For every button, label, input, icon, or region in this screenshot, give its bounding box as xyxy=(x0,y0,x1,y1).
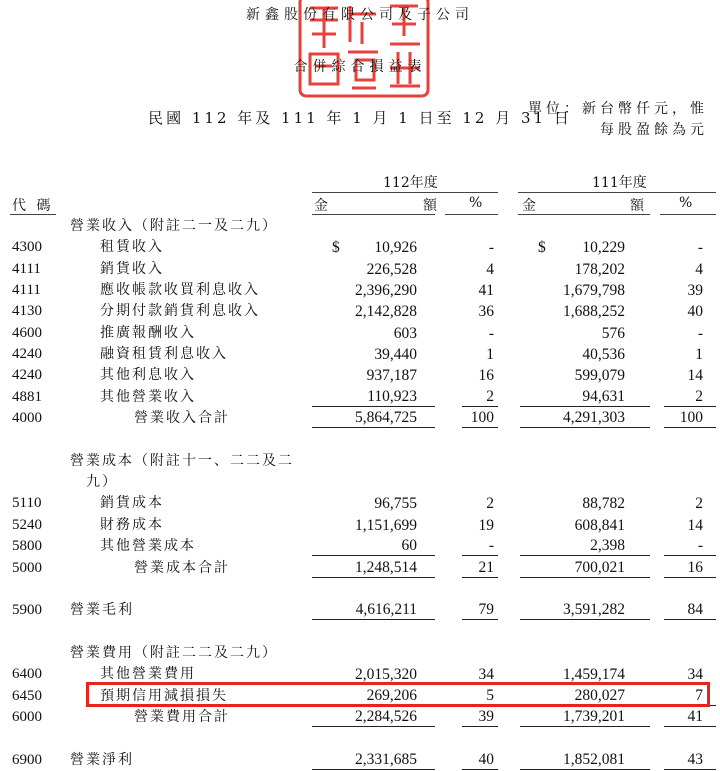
amount-value: 2,331,685 xyxy=(312,750,435,770)
percent-value: 39 xyxy=(462,707,498,727)
divider xyxy=(312,192,498,193)
percent-value: 4 xyxy=(695,260,703,278)
amount-value: 5,864,725 xyxy=(312,408,435,428)
account-label: 銷貨收入 xyxy=(100,260,164,277)
account-code: 5110 xyxy=(12,495,42,512)
account-code: 6400 xyxy=(12,666,42,683)
account-label: 租賃收入 xyxy=(100,239,164,256)
account-code: 4240 xyxy=(12,367,42,384)
account-code: 6000 xyxy=(12,708,42,725)
percent-value: 36 xyxy=(478,303,494,321)
table-row xyxy=(0,237,720,258)
table-row xyxy=(0,365,720,386)
account-code: 4881 xyxy=(12,388,42,405)
account-label: 營業淨利 xyxy=(70,751,134,768)
amount-value: 226,528 xyxy=(366,260,417,278)
amount-value: 2,398 xyxy=(520,536,650,556)
amount-value: 4,291,303 xyxy=(520,408,650,428)
company-name: 新鑫股份有限公司及子公司 xyxy=(246,7,474,23)
amount-value: 96,755 xyxy=(374,495,417,513)
account-label: 營業費用合計 xyxy=(134,708,230,725)
amount-value: 4,616,211 xyxy=(312,600,435,620)
percent-value: - xyxy=(697,239,703,257)
divider xyxy=(518,214,650,215)
percent-value: 84 xyxy=(664,600,716,620)
dollar-sign: $ xyxy=(332,239,340,257)
pct-header-2: % xyxy=(679,195,693,211)
percent-value: 19 xyxy=(478,516,494,534)
percent-value: 2 xyxy=(462,387,498,407)
blank-row xyxy=(0,728,720,749)
amount-value: 88,782 xyxy=(582,495,625,513)
account-label: 融資租賃利息收入 xyxy=(100,346,228,363)
amount-value: 10,229 xyxy=(582,239,625,257)
percent-value: 2 xyxy=(695,495,703,513)
percent-value: 14 xyxy=(687,367,703,385)
table-row xyxy=(0,259,720,280)
amount-value: 1,679,798 xyxy=(563,282,625,300)
table-row xyxy=(0,387,720,408)
amount-value: 1,459,174 xyxy=(563,666,625,684)
amount-value: 39,440 xyxy=(374,346,417,364)
amount-value: 1,248,514 xyxy=(312,558,435,578)
section-heading xyxy=(0,472,720,493)
percent-value: 2 xyxy=(664,387,716,407)
percent-value: 40 xyxy=(462,750,498,770)
account-code: 4600 xyxy=(12,324,42,341)
amount-value: 1,852,081 xyxy=(520,750,650,770)
percent-value: 21 xyxy=(462,558,498,578)
account-label: 其他營業成本 xyxy=(100,538,196,555)
divider xyxy=(312,214,435,215)
amount-value: 40,536 xyxy=(582,346,625,364)
amount-value: 2,284,526 xyxy=(312,707,435,727)
amount-value: 1,151,699 xyxy=(355,516,417,534)
account-code: 6450 xyxy=(12,687,42,704)
amount-value: 2,015,320 xyxy=(355,666,417,684)
account-label: 預期信用減損損失 xyxy=(100,687,228,704)
code-header: 代 碼 xyxy=(12,198,54,214)
percent-value: 39 xyxy=(687,282,703,300)
section-heading xyxy=(0,643,720,664)
percent-value: 16 xyxy=(664,558,716,578)
percent-value: 34 xyxy=(687,666,703,684)
amount-value: 269,206 xyxy=(312,686,435,706)
period: 民國 112 年及 111 年 1 月 1 日至 12 月 31 日 xyxy=(148,109,572,127)
account-label: 其他營業費用 xyxy=(100,666,196,683)
table-row xyxy=(0,558,720,579)
account-code: 5900 xyxy=(12,602,42,619)
account-label: 應收帳款收買利息收入 xyxy=(100,282,260,299)
amount-value: 700,021 xyxy=(520,558,650,578)
account-label: 財務成本 xyxy=(100,516,164,533)
unit-line-1: 單位：新台幣仟元，惟 xyxy=(528,101,708,117)
section-label: 營業費用（附註二二及二九） xyxy=(70,644,278,661)
account-label: 營業收入合計 xyxy=(134,410,230,427)
divider xyxy=(10,214,56,215)
percent-value: 2 xyxy=(486,495,494,513)
amount-value: 280,027 xyxy=(520,686,650,706)
amount-value: 2,142,828 xyxy=(355,303,417,321)
account-label: 分期付款銷貨利息收入 xyxy=(100,303,260,320)
pct-header-1: % xyxy=(469,195,483,211)
amount-value: 576 xyxy=(601,324,625,342)
amount-value: 60 xyxy=(312,536,435,556)
amount-value: 10,926 xyxy=(374,239,417,257)
blank-row xyxy=(0,579,720,600)
amount-value: 178,202 xyxy=(574,260,625,278)
year-112-header: 112年度 xyxy=(383,175,438,191)
percent-value: - xyxy=(488,239,494,257)
highlight-box xyxy=(86,682,710,707)
table-row xyxy=(0,301,720,322)
percent-value: 100 xyxy=(462,408,498,428)
dollar-sign: $ xyxy=(538,239,546,257)
table-row xyxy=(0,280,720,301)
table-row xyxy=(0,408,720,429)
account-code: 4300 xyxy=(12,239,42,256)
account-label: 推廣報酬收入 xyxy=(100,324,196,341)
percent-value: - xyxy=(488,324,494,342)
account-label: 銷貨成本 xyxy=(100,495,164,512)
divider xyxy=(518,192,716,193)
table-row xyxy=(0,600,720,621)
percent-value: 7 xyxy=(664,686,716,706)
account-code: 5800 xyxy=(12,538,42,555)
percent-value: - xyxy=(462,536,498,556)
blank-row xyxy=(0,622,720,643)
percent-value: 41 xyxy=(664,707,716,727)
percent-value: 34 xyxy=(478,666,494,684)
table-row xyxy=(0,750,720,771)
percent-value: 4 xyxy=(486,260,494,278)
percent-value: 16 xyxy=(478,367,494,385)
year-111-header: 111年度 xyxy=(592,175,647,191)
percent-value: 43 xyxy=(664,750,716,770)
percent-value: 100 xyxy=(664,408,716,428)
percent-value: - xyxy=(664,536,716,556)
amount-header-1: 金 xyxy=(314,198,328,214)
section-label: 九） xyxy=(86,474,118,491)
percent-value: 1 xyxy=(695,346,703,364)
statement-title: 合併綜合損益表 xyxy=(293,59,427,75)
account-code: 4000 xyxy=(12,410,42,427)
amount-value: 1,688,252 xyxy=(563,303,625,321)
account-code: 5240 xyxy=(12,516,42,533)
percent-value: 79 xyxy=(462,600,498,620)
amount-value: 3,591,282 xyxy=(520,600,650,620)
unit-line-2: 每股盈餘為元 xyxy=(600,122,708,138)
amount-header-2b: 額 xyxy=(630,198,644,214)
section-heading xyxy=(0,451,720,472)
percent-value: 5 xyxy=(462,686,498,706)
section-label: 營業收入（附註二一及二九） xyxy=(70,218,278,234)
account-label: 其他利息收入 xyxy=(100,367,196,384)
account-code: 4111 xyxy=(12,282,41,299)
account-code: 4130 xyxy=(12,303,42,320)
amount-value: 937,187 xyxy=(366,367,417,385)
table-row xyxy=(0,707,720,728)
account-code: 6900 xyxy=(12,751,42,768)
divider xyxy=(660,214,716,215)
percent-value: - xyxy=(697,324,703,342)
account-code: 4111 xyxy=(12,260,41,277)
account-code: 5000 xyxy=(12,559,42,576)
amount-value: 599,079 xyxy=(574,367,625,385)
amount-header-1b: 額 xyxy=(423,198,437,214)
table-row xyxy=(0,323,720,344)
amount-value: 2,396,290 xyxy=(355,282,417,300)
table-row xyxy=(0,515,720,536)
table-row xyxy=(0,493,720,514)
table-row xyxy=(0,344,720,365)
section-label: 營業成本（附註十一、二二及二 xyxy=(70,452,294,469)
divider xyxy=(445,214,498,215)
amount-value: 110,923 xyxy=(312,387,435,407)
blank-row xyxy=(0,429,720,450)
table-row xyxy=(0,536,720,557)
amount-value: 1,739,201 xyxy=(520,707,650,727)
account-label: 其他營業收入 xyxy=(100,388,196,405)
percent-value: 40 xyxy=(687,303,703,321)
percent-value: 1 xyxy=(486,346,494,364)
account-label: 營業成本合計 xyxy=(134,559,230,576)
amount-value: 603 xyxy=(393,324,417,342)
amount-value: 608,841 xyxy=(574,516,625,534)
section-heading xyxy=(0,216,720,237)
amount-value: 94,631 xyxy=(520,387,650,407)
percent-value: 41 xyxy=(478,282,494,300)
account-label: 營業毛利 xyxy=(70,602,134,619)
percent-value: 14 xyxy=(687,516,703,534)
account-code: 4240 xyxy=(12,346,42,363)
amount-header-2: 金 xyxy=(522,198,536,214)
